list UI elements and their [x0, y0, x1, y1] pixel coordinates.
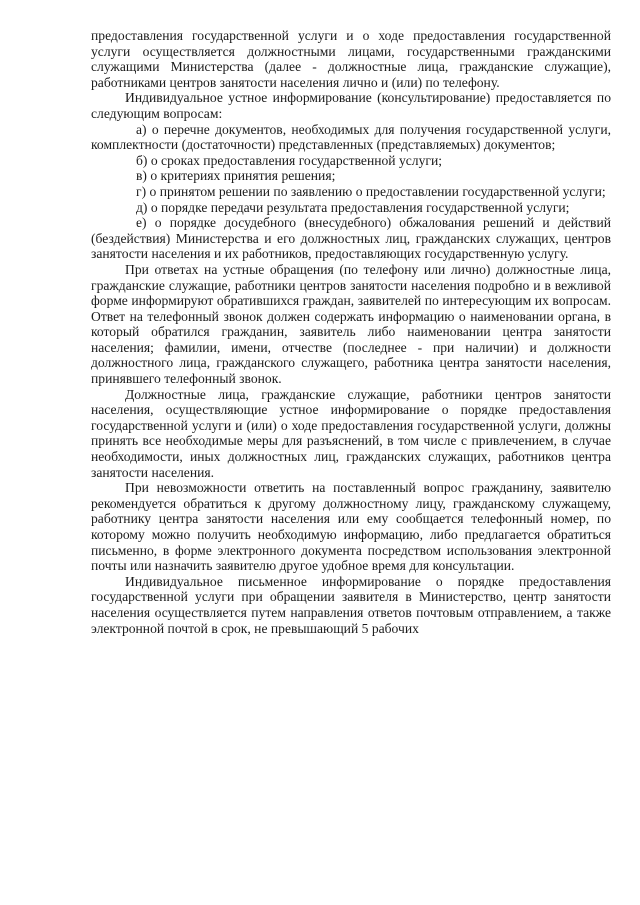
list-item-e: е) о порядке досудебного (внесудебного) обжалования решений и действий (бездействия) Министерства и его должностных лиц, гражданских служащих, центров занятости населения и их работников, предоставляющих государственную услугу.: [91, 215, 611, 262]
document-page: [91, 28, 611, 636]
list-item-a: а) о перечне документов, необходимых для получения государственной услуги, комплектности (достаточности) представленных (представляемых) документов;: [91, 121, 611, 153]
list-item-b: б) о сроках предоставления государственной услуги;: [136, 152, 443, 168]
paragraph-individual-oral-informing: Индивидуальное устное информирование (консультирование) предоставляется по следующим вопросам:: [91, 90, 611, 121]
list-item-d: д) о порядке передачи результата предоставления государственной услуги;: [136, 199, 570, 215]
paragraph-written-informing: Индивидуальное письменное информирование о порядке предоставления государственной услуги при обращении заявителя в Министерство, центр занятости населения осуществляется путем направления ответов почтовым отправлением, а также электронной почтой в срок, не превышающий 5 рабочих: [91, 573, 611, 636]
paragraph-officials-measures: Должностные лица, гражданские служащие, работники центров занятости населения, осуществляющие устное информирование о порядке предоставления государственной услуги и (или) о ходе предоставления государственной услуги, должны принять все необходимые меры для разъяснений, в том числе с привлечением, в случае необходимости, иных должностных лиц, гражданских служащих, работников центра занятости населения.: [91, 386, 611, 480]
paragraph-unable-to-answer: При невозможности ответить на поставленный вопрос гражданину, заявителю рекомендуется обратиться к другому должностному лицу, гражданскому служащему, работнику центра занятости населения или ему сообщается телефонный номер, по которому можно получить необходимую информацию, либо предлагается обратиться письменно, в форме электронного документа посредством использования электронной почты или назначить заявителю другое удобное время для консультации.: [91, 480, 611, 574]
paragraph-oral-answers: При ответах на устные обращения (по телефону или лично) должностные лица, гражданские служащие, работники центров занятости населения подробно и в вежливой форме информируют обратившихся граждан, заявителей по интересующим их вопросам. Ответ на телефонный звонок должен содержать информацию о наименовании органа, в который обратился гражданин, заявитель либо наименовании центра занятости населения; фамилии, имени, отчестве (последнее - при наличии) и должности должностного лица, гражданского служащего, работника центра занятости населения, принявшего телефонный звонок.: [91, 261, 611, 387]
list-item-v: в) о критериях принятия решения;: [136, 168, 336, 184]
list-item-g: г) о принятом решении по заявлению о предоставлении государственной услуги;: [136, 183, 606, 199]
paragraph-continuation: предоставления государственной услуги и о ходе предоставления государственной услуги осуществляется должностными лицами, государственными гражданскими служащими Министерства (далее - должностные лица, гражданские служащие), работниками центров занятости населения лично и (или) по телефону.: [91, 28, 611, 90]
